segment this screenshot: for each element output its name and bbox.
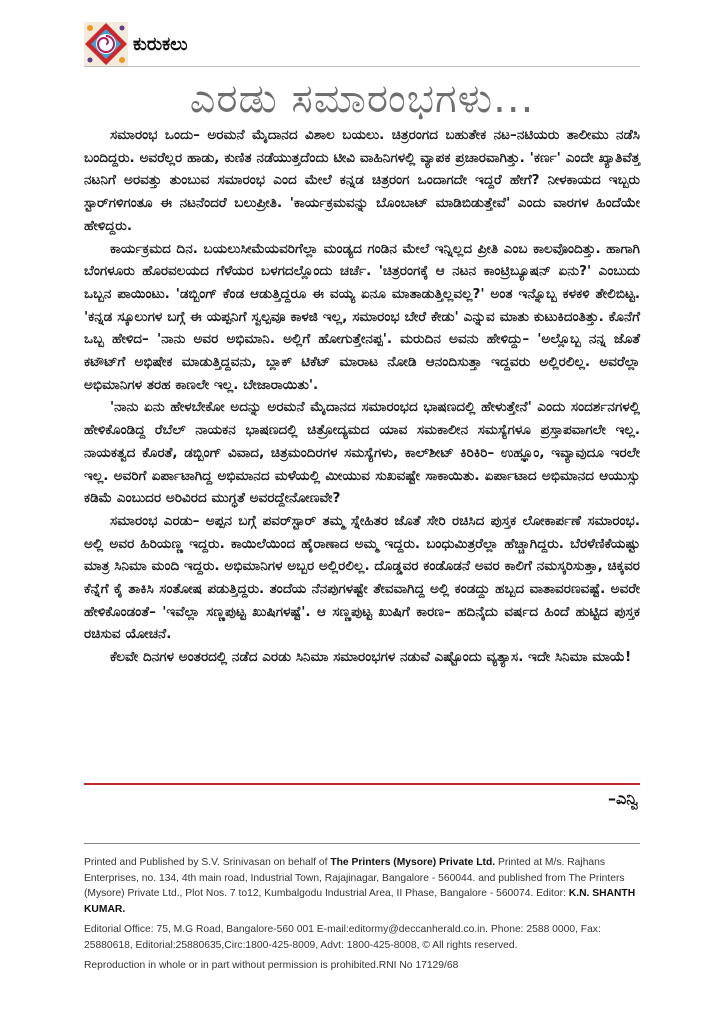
header-divider bbox=[84, 66, 640, 67]
publisher-name: The Printers (Mysore) Private Ltd. bbox=[330, 857, 496, 868]
imprint-office: Editorial Office: 75, M.G Road, Bangalore-560 001 E-mail:editormy@deccanherald.co.in. Phone: 2588 0000, Fax: 25880618, Editorial:25880635,Circ:1800-425-8009, Advt: 1800-425-8008, © All rights reserved. bbox=[84, 924, 601, 951]
imprint-rights: Reproduction in whole or in part without permission is prohibited.RNI No 17129/68 bbox=[84, 960, 459, 971]
imprint-publisher: Printed and Published by S.V. Srinivasan on behalf of The Printers (Mysore) Private Ltd. Printed at M/s. Rajhans Enterprises, no. 134, 4th main road, Industrial Town, Rajajinagar, Bangalore - 560044. and published from The Printers (Mysore) Private Ltd., Plot Nos. 7 to12, Kumbalgodu Industrial Area, II Phase, Bangalore - 560074. Editor: K.N. SHANTH KUMAR. bbox=[84, 857, 636, 915]
article-paragraph: ಸಮಾರಂಭ ಒಂದು– ಅರಮನೆ ಮೈದಾನದ ವಿಶಾಲ ಬಯಲು. ಚಿತ್ರರಂಗದ ಬಹುತೇಕ ನಟ–ನಟಿಯರು ತಾಲೀಮು ನಡೆಸಿ ಬಂದಿದ್ದರು. ಅವರೆಲ್ಲರ ಹಾಡು, ಕುಣಿತ ನಡೆಯುತ್ತದೆಂದು ಟೀವಿ ವಾಹಿನಿಗಳಲ್ಲಿ ವ್ಯಾಪಕ ಪ್ರಚಾರವಾಗಿತ್ತು. 'ಕರ್ಣ' ಎಂದೇ ಖ್ಯಾತಿವೆತ್ತ ನಟನಿಗೆ ಅರವತ್ತು ತುಂಬುವ ಸಮಾರಂಭ ಎಂದ ಮೇಲೆ ಕನ್ನಡ ಚಿತ್ರರಂಗ ಒಂದಾಗದೇ ಇದ್ದರೆ ಹೇಗೆ? ನೀಳಕಾಯದ ಇಬ್ಬರು ಸ್ಟಾರ್‌ಗಳಿಗಂತೂ ಈ ನಟನೆಂದರೆ ಬಲುಪ್ರೀತಿ. 'ಕಾರ್ಯಕ್ರಮವನ್ನು ಬೊಂಬಾಟ್ ಮಾಡಿಬಿಡುತ್ತೇವೆ' ಎಂದು ವಾರಗಳ ಹಿಂದೆಯೇ ಹೇಳಿದ್ದರು. bbox=[84, 127, 640, 234]
section-name: ಕುರುಕಲು bbox=[133, 34, 188, 55]
article-paragraph: ಕೆಲವೇ ದಿನಗಳ ಅಂತರದಲ್ಲಿ ನಡೆದ ಎರಡು ಸಿನಿಮಾ ಸಮಾರಂಭಗಳ ನಡುವೆ ಎಷ್ಟೊಂದು ವ್ಯತ್ಯಾಸ. ಇದೇ ಸಿನಿಮಾ ಮಾಯೆ! bbox=[110, 649, 632, 666]
printer-imprint bbox=[84, 855, 644, 979]
spiral-logo-icon bbox=[84, 22, 128, 66]
article-paragraph: ಸಮಾರಂಭ ಎರಡು– ಅಪ್ಪನ ಬಗ್ಗೆ ಪವರ್‌ಸ್ಟಾರ್ ತಮ್ಮ ಸ್ನೇಹಿತರ ಜೊತೆ ಸೇರಿ ರಚಿಸಿದ ಪುಸ್ತಕ ಲೋಕಾರ್ಪಣೆ ಸಮಾರಂಭ. ಅಲ್ಲಿ ಅವರ ಹಿರಿಯಣ್ಣ ಇದ್ದರು. ಕಾಯಿಲೆಯಿಂದ ಹೈರಾಣಾದ ಅಮ್ಮ ಇದ್ದರು. ಬಂಧುಮಿತ್ರರೆಲ್ಲಾ ಹೆಚ್ಚಾಗಿದ್ದರು. ಬೆರಳೆಣಿಕೆಯಷ್ಟು ಮಾತ್ರ ಸಿನಿಮಾ ಮಂದಿ ಇದ್ದರು. ಅಭಿಮಾನಿಗಳ ಅಬ್ಬರ ಅಲ್ಲಿರಲಿಲ್ಲ. ದೊಡ್ಡವರ ಕಂಡೊಡನೆ ಅವರ ಕಾಲಿಗೆ ನಮಸ್ಕರಿಸುತ್ತಾ, ಚಿಕ್ಕವರ ಕೆನ್ನೆಗೆ ಕೈ ತಾಕಿಸಿ ಸಂತೋಷ ಪಡುತ್ತಿದ್ದರು. ತಂದೆಯ ನೆನಪುಗಳಷ್ಟೇ ತೇವವಾಗಿದ್ದ ಅಲ್ಲಿ ಕಂಡದ್ದು ಹಬ್ಬದ ವಾತಾವರಣವಷ್ಟೆ. ಅವರೇ ಹೇಳಿಕೊಂಡಂತೆ– 'ಇವೆಲ್ಲಾ ಸಣ್ಣಪುಟ್ಟ ಖುಷಿಗಳಷ್ಟೆ'. ಆ ಸಣ್ಣಪುಟ್ಟ ಖುಷಿಗೆ ಕಾರಣ– ಹದಿನೈದು ವರ್ಷದ ಹಿಂದೆ ಹುಟ್ಟಿದ ಪುಸ್ತಕ ರಚಿಸುವ ಯೋಚನೆ. bbox=[84, 512, 640, 643]
article-end-divider bbox=[84, 783, 640, 785]
author-signature: –ಎನ್ವಿ bbox=[607, 789, 638, 808]
article-title: ಎರಡು ಸಮಾರಂಭಗಳು... bbox=[189, 76, 535, 122]
article-paragraph: 'ನಾನು ಏನು ಹೇಳಬೇಕೋ ಅದನ್ನು ಅರಮನೆ ಮೈದಾನದ ಸಮಾರಂಭದ ಭಾಷಣದಲ್ಲಿ ಹೇಳುತ್ತೇನೆ' ಎಂದು ಸಂದರ್ಶನಗಳಲ್ಲಿ ಹೇಳಿಕೊಂಡಿದ್ದ ರೆಬೆಲ್ ನಾಯಕನ ಭಾಷಣದಲ್ಲಿ ಚಿತ್ರೋದ್ಯಮದ ಯಾವ ಸಮಕಾಲೀನ ಸಮಸ್ಯೆಗಳೂ ಪ್ರಸ್ತಾಪವಾಗಲೇ ಇಲ್ಲ. ನಾಯಕತ್ವದ ಕೊರತೆ, ಡಬ್ಬಿಂಗ್ ವಿವಾದ, ಚಿತ್ರಮಂದಿರಗಳ ಸಮಸ್ಯೆಗಳು, ಕಾಲ್‌ಶೀಟ್ ಕಿರಿಕಿರಿ– ಉಹ್ಞೂಂ, ಇವ್ಯಾವುದೂ ಇರಲೇ ಇಲ್ಲ. ಅವರಿಗೆ ಏರ್ಪಾಟಾಗಿದ್ದ ಅಭಿಮಾನದ ಮಳೆಯಲ್ಲಿ ಮೀಯುವ ಸುಖವಷ್ಟೇ ಸಾಕಾಯಿತು. ಏರ್ಪಾಟಾದ ಅಭಿಮಾನದ ಆಯುಸ್ಸು ಕಡಿಮೆ ಎಂಬುದರ ಅರಿವಿರದ ಮುಗ್ಧತೆ ಅವರದ್ದೇನೋಣವೇ? bbox=[84, 399, 640, 507]
article-body bbox=[84, 124, 640, 669]
footer-divider bbox=[84, 843, 640, 844]
article-paragraph: ಕಾರ್ಯಕ್ರಮದ ದಿನ. ಬಯಲುಸೀಮೆಯವರಿಗೆಲ್ಲಾ ಮಂಡ್ಯದ ಗಂಡಿನ ಮೇಲೆ ಇನ್ನಿಲ್ಲದ ಪ್ರೀತಿ ಎಂಬ ಕಾಲವೊಂದಿತ್ತು. ಹಾಗಾಗಿ ಬೆಂಗಳೂರು ಹೊರವಲಯದ ಗೆಳೆಯರ ಬಳಗದಲ್ಲೊಂದು ಚರ್ಚೆ. 'ಚಿತ್ರರಂಗಕ್ಕೆ ಆ ನಟನ ಕಾಂಟ್ರಿಬ್ಯೂಷನ್ ಏನು?' ಎಂಬುದು ಒಬ್ಬನ ಪಾಯಿಂಟು. 'ಡಬ್ಬಿಂಗ್ ಕೆಂಡ ಆಡುತ್ತಿದ್ದರೂ ಈ ವಯ್ಯ ಏನೂ ಮಾತಾಡುತ್ತಿಲ್ಲವಲ್ಲ?' ಅಂತ ಇನ್ನೊಬ್ಬ ಕಳಕಳಿ ತೇಲಿಬಿಟ್ಟ. 'ಕನ್ನಡ ಸ್ಕೂಲುಗಳ ಬಗ್ಗೆ ಈ ಯಪ್ಪನಿಗೆ ಸ್ವಲ್ಪವೂ ಕಾಳಜಿ ಇಲ್ಲ, ಸಮಾರಂಭ ಬೇರೆ ಕೇಡು' ಎನ್ನುವ ಮಾತು ಕುಟುಕಿದಂತಿತ್ತು. ಕೊನೆಗೆ ಒಬ್ಬ ಹೇಳಿದ– 'ನಾನು ಅವರ ಅಭಿಮಾನಿ. ಅಲ್ಲಿಗೆ ಹೋಗುತ್ತೇನಪ್ಪ'. ಮರುದಿನ ಅವನು ಹೇಳಿದ್ದು– 'ಅಲ್ಲೊಬ್ಬ ನನ್ನ ಜೊತೆ ಕಟೌಟ್‌ಗೆ ಅಭಿಷೇಕ ಮಾಡುತ್ತಿದ್ದವನು, ಬ್ಲಾಕ್ ಟಿಕೆಟ್ ಮಾರಾಟ ನೋಡಿ ಆನಂದಿಸುತ್ತಾ ಇದ್ದವರು ಅಲ್ಲಿರಲಿಲ್ಲ. ಅವರೆಲ್ಲಾ ಅಭಿಮಾನಿಗಳ ತರಹ ಕಾಣಲೇ ಇಲ್ಲ. ಬೇಜಾರಾಯಿತು'. bbox=[84, 240, 640, 393]
editor-name: K.N. SHANTH KUMAR. bbox=[84, 888, 636, 915]
